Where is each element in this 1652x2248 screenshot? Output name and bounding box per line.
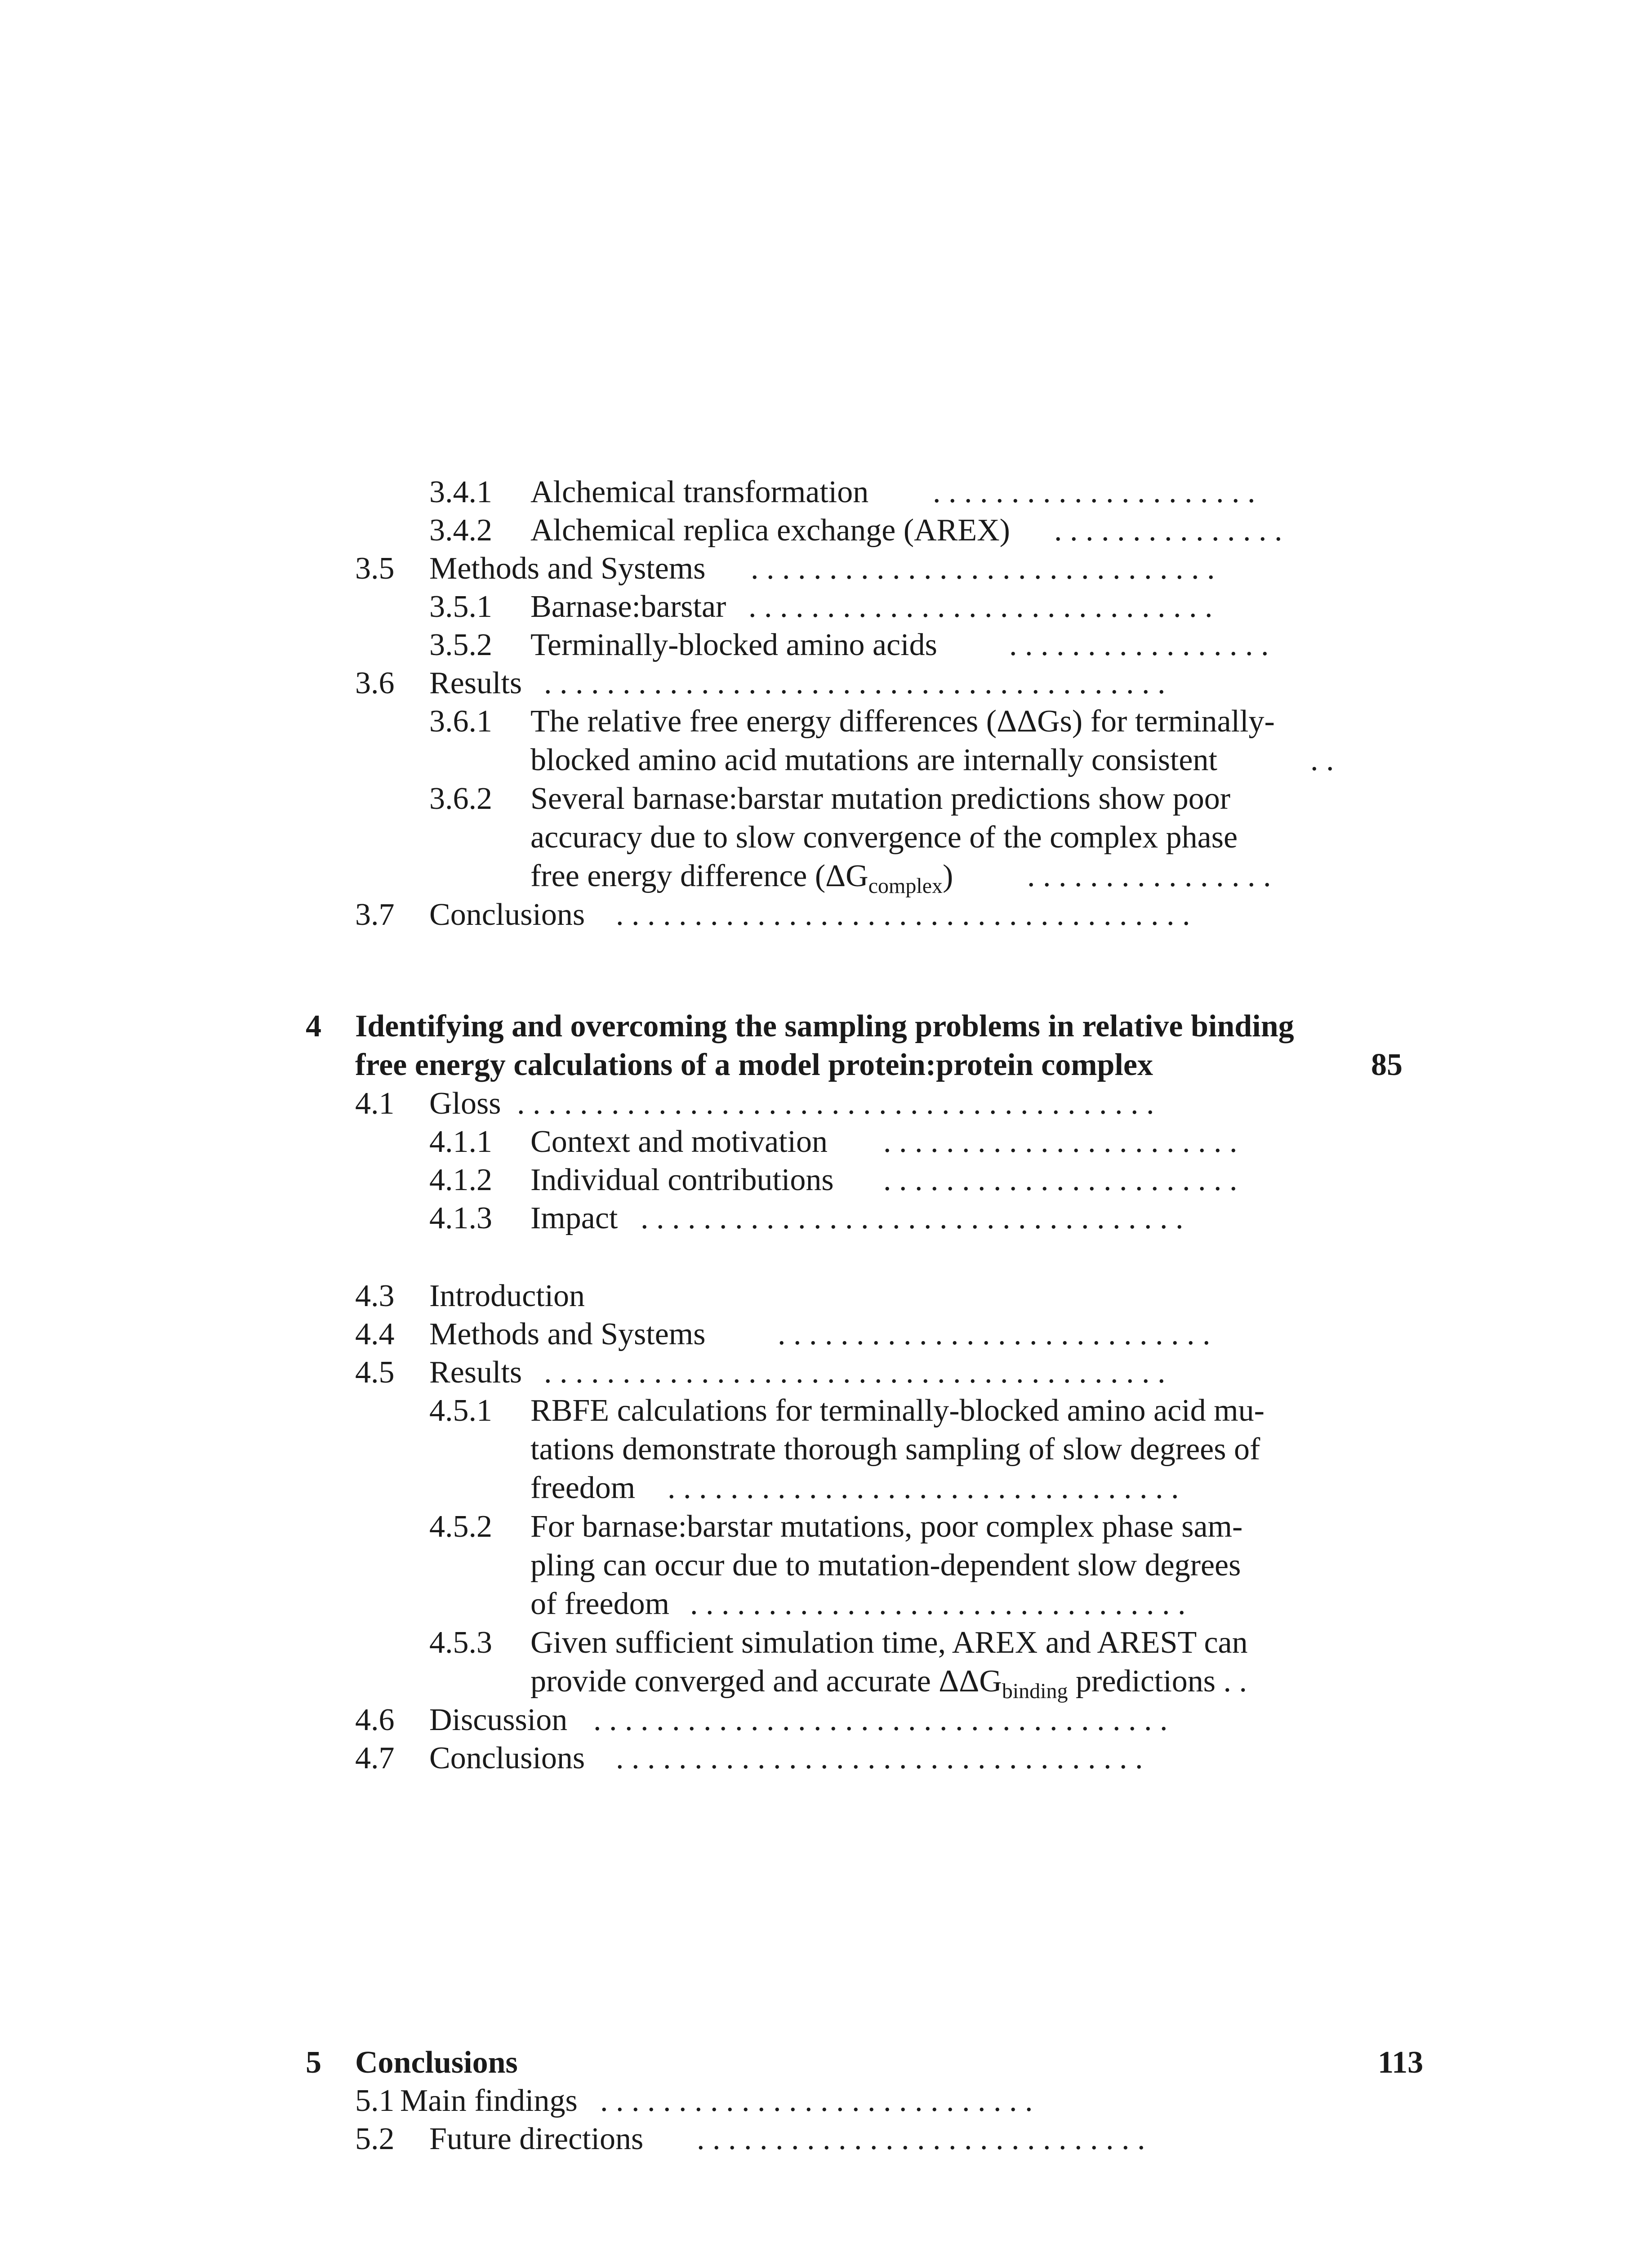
entry-title: RBFE calculations for terminally-blocked amino acid mu-: [530, 1393, 1265, 1428]
entry-number: 3.5.2: [429, 628, 492, 662]
toc-entry[interactable]: [429, 1624, 1355, 1701]
toc-entry[interactable]: [429, 702, 1355, 780]
entry-title: Methods and Systems: [429, 1317, 706, 1351]
entry-number: 3.7: [355, 897, 395, 932]
entry-number: 4.6: [355, 1703, 395, 1737]
chapter-title-cont: free energy calculations of a model protein:protein complex: [355, 1048, 1153, 1082]
entry-title: The relative free energy differences (ΔΔGs) for terminally-: [530, 704, 1275, 739]
chapter-number: 4: [306, 1009, 321, 1044]
entry-number: 4.1: [355, 1086, 395, 1121]
entry-number: 4.5.2: [429, 1509, 492, 1544]
entry-title: For barnase:barstar mutations, poor complex phase sam-: [530, 1509, 1243, 1544]
entry-number: 3.5: [355, 551, 395, 586]
entry-title-subscript: complex: [868, 874, 943, 898]
dot-leader: . . . . . . . . . . . . . . . . . . . . . . . . . . . . . . . . . .: [616, 1741, 1143, 1775]
entry-title: Conclusions: [429, 1741, 585, 1775]
dot-leader: . . . . . . . . . . . . . . . . . . . . . . . . . . . .: [778, 1317, 1211, 1351]
entry-number: 4.5.1: [429, 1393, 492, 1428]
dot-leader: . . . . . . . . . . . . . . . . . . . . . . . . . . . . . . . .: [690, 1587, 1186, 1621]
entry-number: 4.3: [355, 1279, 395, 1313]
dot-leader: . . . . . . . . . . . . . . . . . . . . . . . . . . . . . . . . . . . . . . . .: [544, 1355, 1166, 1390]
entry-number: 4.4: [355, 1317, 395, 1351]
entry-title-subscript: binding: [1002, 1679, 1068, 1703]
chapter-page-number: 85: [1371, 1048, 1403, 1082]
entry-number: 3.6.1: [429, 704, 492, 739]
dot-leader: . . . . . . . . . . . . . . . . . . . . . . . . . . . . . . . . .: [668, 1471, 1179, 1505]
toc-entry[interactable]: [429, 1508, 1355, 1624]
entry-number: 3.6: [355, 666, 395, 700]
entry-title: Impact: [530, 1201, 618, 1236]
entry-title: Alchemical transformation: [530, 475, 869, 509]
dot-leader: . . . . . . . . . . . . . . . . .: [1009, 628, 1269, 662]
entry-title-part: predictions . .: [1068, 1664, 1247, 1699]
entry-number: 4.1.3: [429, 1201, 492, 1236]
entry-title-cont: tations demonstrate thorough sampling of slow degrees of: [530, 1432, 1260, 1467]
entry-title: Individual contributions: [530, 1163, 834, 1197]
entry-title-cont: blocked amino acid mutations are internally consistent: [530, 743, 1217, 777]
entry-number: 4.5.3: [429, 1625, 492, 1660]
entry-title-cont: [530, 1662, 1247, 1701]
entry-title-cont: of freedom: [530, 1587, 670, 1621]
dot-leader: . .: [1310, 743, 1334, 777]
entry-number: 4.1.1: [429, 1124, 492, 1159]
entry-number: 4.1.2: [429, 1163, 492, 1197]
entry-number: 3.4.2: [429, 513, 492, 548]
entry-title: Introduction: [429, 1279, 585, 1313]
entry-title: Main findings: [400, 2083, 578, 2118]
entry-number: 3.4.1: [429, 475, 492, 509]
entry-title: Given sufficient simulation time, AREX and AREST can: [530, 1625, 1248, 1660]
entry-title: Methods and Systems: [429, 551, 706, 586]
entry-title: Results: [429, 1355, 522, 1390]
chapter-heading[interactable]: [306, 1007, 1465, 1084]
dot-leader: . . . . . . . . . . . . . . . . . . . . . . . . . . . . . .: [751, 551, 1215, 586]
chapter-title: Identifying and overcoming the sampling problems in relative binding: [355, 1009, 1294, 1044]
entry-title: Terminally-blocked amino acids: [530, 628, 937, 662]
entry-number: 5.1: [355, 2083, 395, 2118]
entry-title-cont: pling can occur due to mutation-dependent slow degrees: [530, 1548, 1241, 1583]
dot-leader: . . . . . . . . . . . . . . . . . . . . .: [933, 475, 1256, 509]
entry-title: Results: [429, 666, 522, 700]
chapter-number: 5: [306, 2045, 321, 2080]
dot-leader: . . . . . . . . . . . . . . . . . . . . . . . . . . . . . . . . . . . . .: [616, 897, 1190, 932]
entry-number: 4.5: [355, 1355, 395, 1390]
entry-title: Discussion: [429, 1703, 568, 1737]
entry-title: Several barnase:barstar mutation predictions show poor: [530, 781, 1231, 816]
entry-title: Gloss: [429, 1086, 501, 1121]
dot-leader: . . . . . . . . . . . . . . .: [1054, 513, 1282, 548]
dot-leader: . . . . . . . . . . . . . . . . . . . . . . .: [883, 1124, 1238, 1159]
entry-title: Barnase:barstar: [530, 589, 726, 624]
entry-number: 4.7: [355, 1741, 395, 1775]
entry-title-cont: accuracy due to slow convergence of the complex phase: [530, 820, 1238, 855]
dot-leader: . . . . . . . . . . . . . . . . . . . . . . .: [883, 1163, 1238, 1197]
entry-number: 3.5.1: [429, 589, 492, 624]
dot-leader: . . . . . . . . . . . . . . . . . . . . . . . . . . . . . . . . . . . . . . . . .: [517, 1086, 1154, 1121]
chapter-title: Conclusions: [355, 2045, 518, 2080]
dot-leader: . . . . . . . . . . . . . . . . . . . . . . . . . . . . . .: [748, 589, 1213, 624]
entry-title: Alchemical replica exchange (AREX): [530, 513, 1010, 548]
entry-title: Future directions: [429, 2122, 644, 2156]
entry-title-cont: freedom: [530, 1471, 636, 1505]
toc-entry[interactable]: [429, 780, 1355, 896]
dot-leader: . . . . . . . . . . . . . . . . . . . . . . . . . . . . .: [697, 2122, 1145, 2156]
entry-number: 3.6.2: [429, 781, 492, 816]
dot-leader: . . . . . . . . . . . . . . . . . . . . . . . . . . . . . . . . . . .: [641, 1201, 1184, 1236]
chapter-page-number: 113: [1378, 2045, 1424, 2080]
toc-entry[interactable]: [429, 1392, 1355, 1508]
entry-title-part: ): [943, 859, 953, 893]
entry-title-part: free energy difference (ΔG: [530, 859, 868, 893]
entry-title: Context and motivation: [530, 1124, 828, 1159]
dot-leader: . . . . . . . . . . . . . . . .: [1027, 859, 1271, 893]
dot-leader: . . . . . . . . . . . . . . . . . . . . . . . . . . . . . . . . . . . . . . . .: [544, 666, 1166, 700]
entry-title: Conclusions: [429, 897, 585, 932]
dot-leader: . . . . . . . . . . . . . . . . . . . . . . . . . . . . . . . . . . . . .: [593, 1703, 1168, 1737]
entry-title-cont: [530, 857, 953, 896]
entry-title-part: provide converged and accurate ΔΔG: [530, 1664, 1002, 1699]
entry-number: 5.2: [355, 2122, 395, 2156]
dot-leader: . . . . . . . . . . . . . . . . . . . . . . . . . . . .: [600, 2083, 1033, 2118]
